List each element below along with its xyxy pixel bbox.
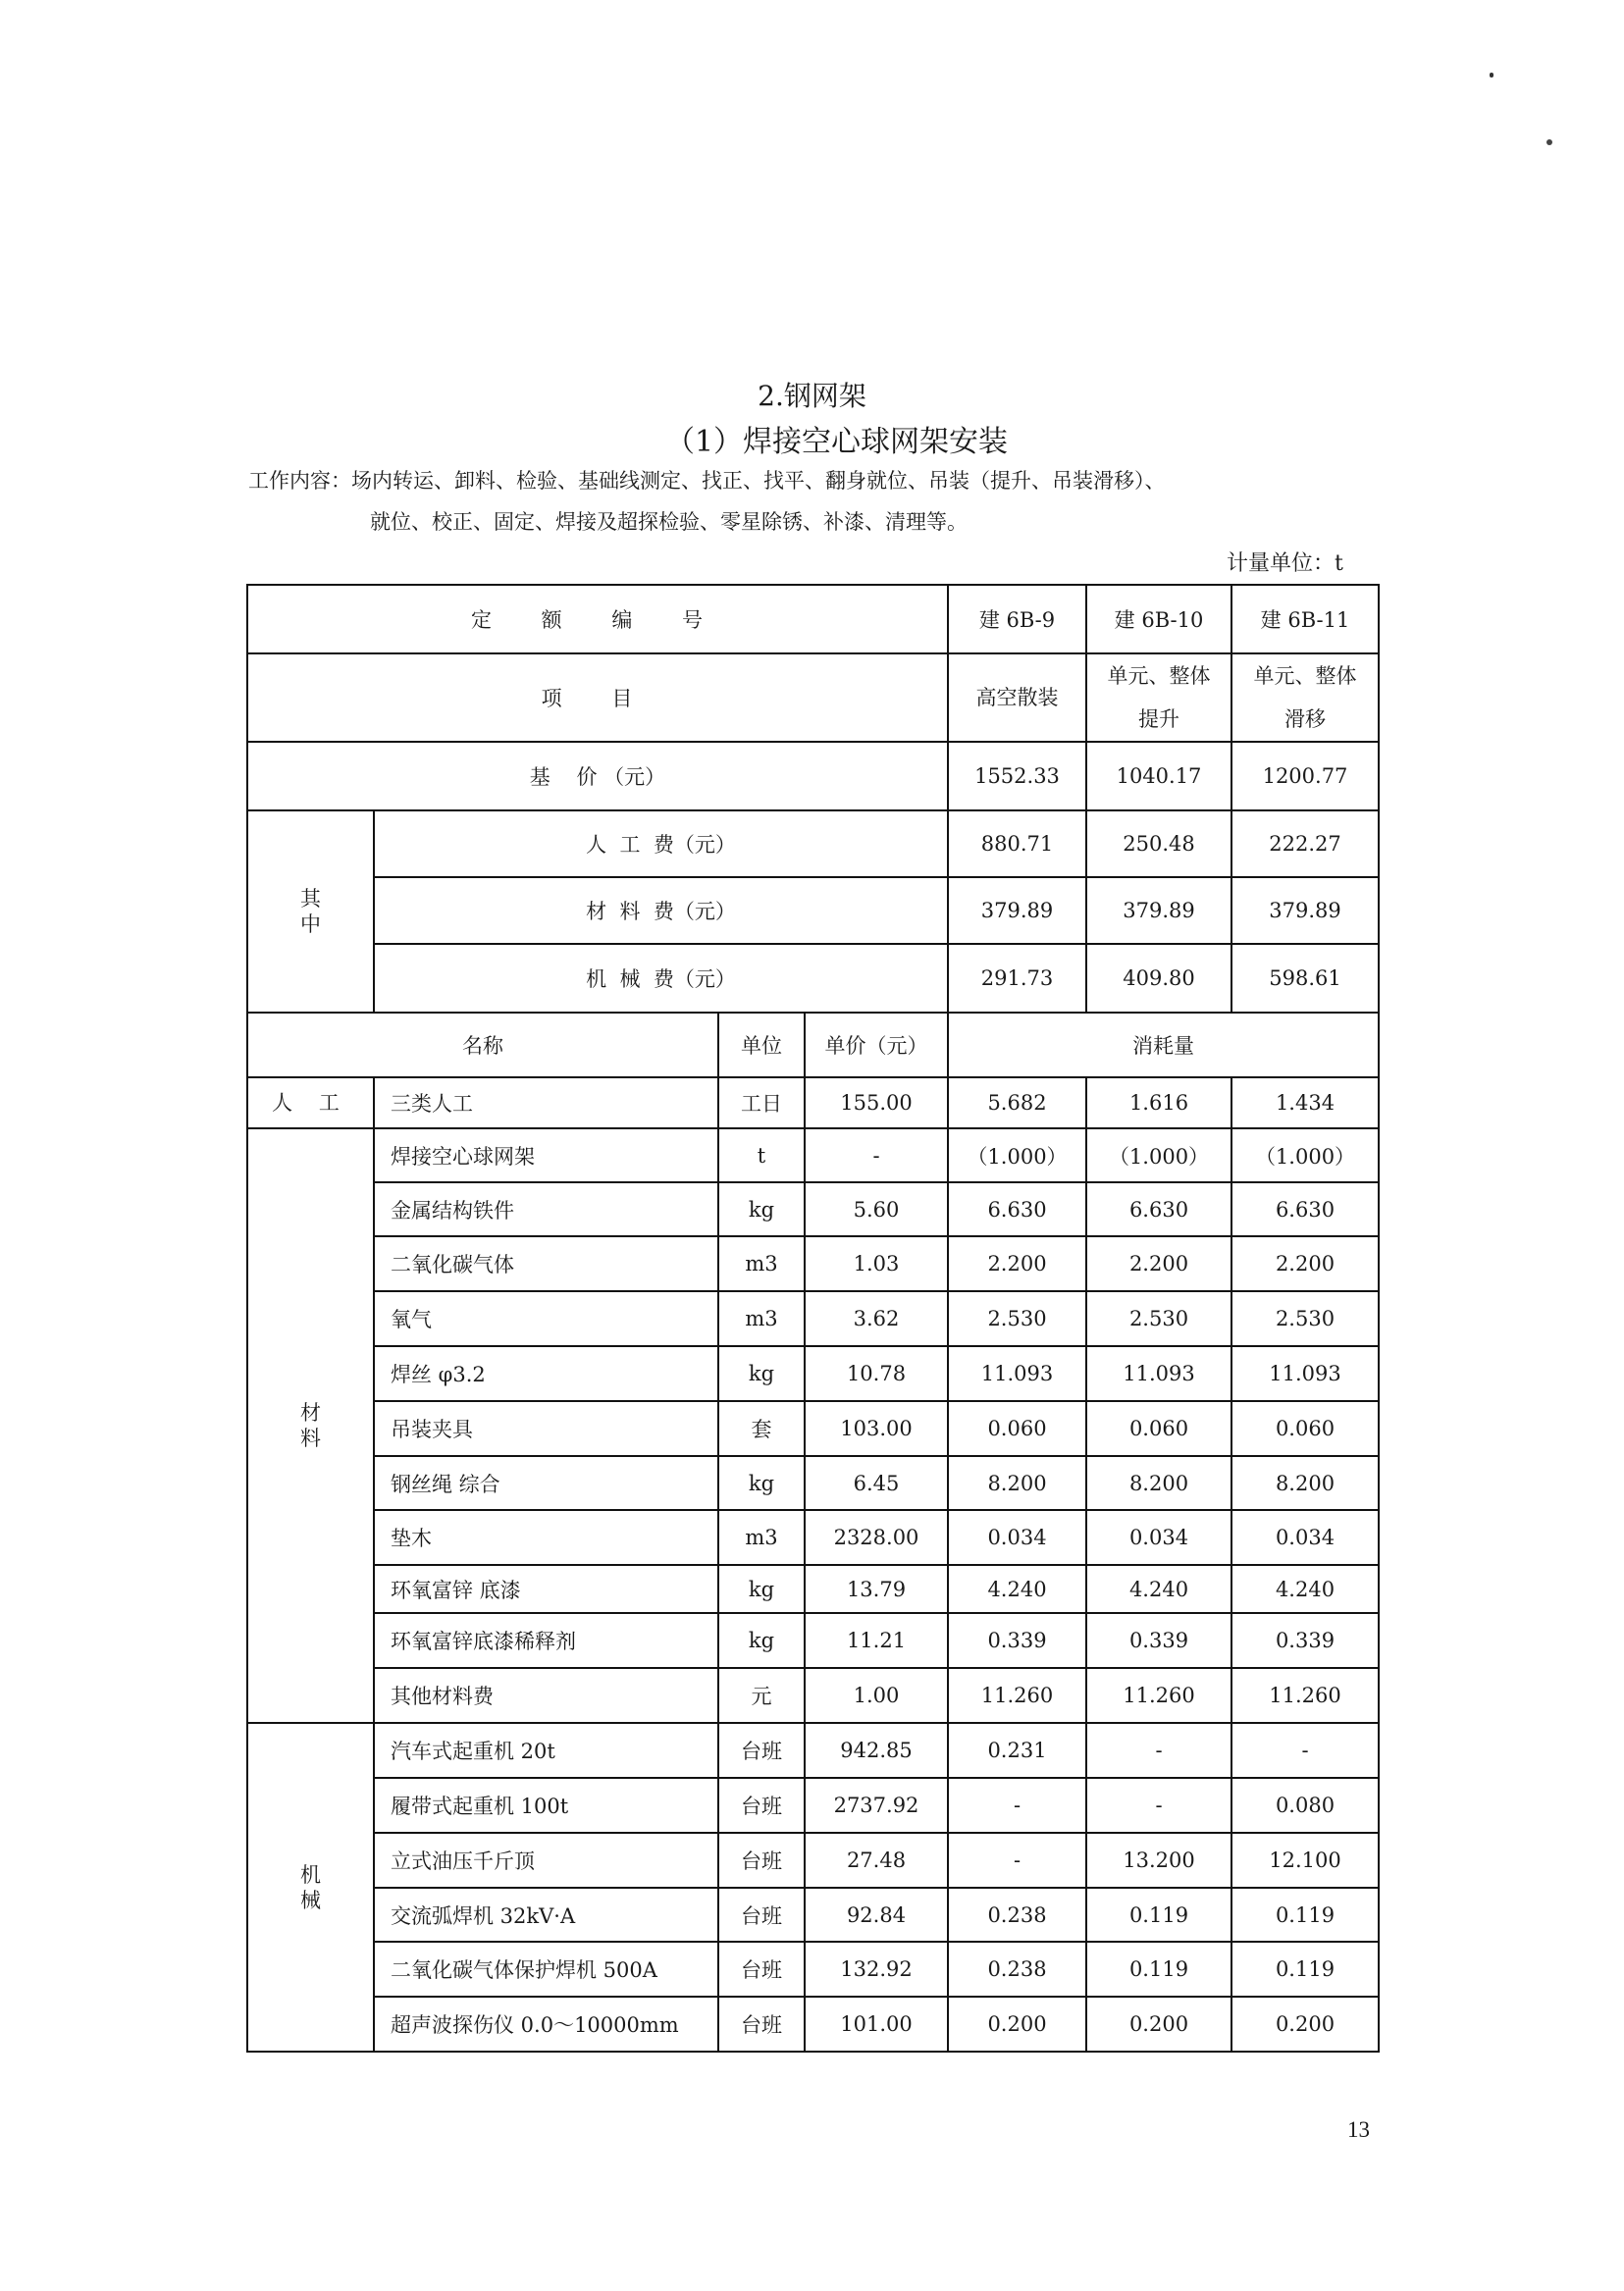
resource-row: [247, 1401, 1379, 1456]
resource-name: 环氧富锌 底漆: [374, 1565, 718, 1613]
consumption-value: 1.434: [1231, 1077, 1379, 1128]
resource-unit-price: 5.60: [805, 1182, 948, 1236]
consumption-value: 0.238: [948, 1888, 1086, 1942]
resource-unit: 台班: [718, 1778, 805, 1833]
resource-row: [247, 1997, 1379, 2052]
cost-value: 598.61: [1231, 944, 1379, 1013]
consumption-value: 8.200: [948, 1456, 1086, 1510]
cost-row: [247, 810, 1379, 877]
base-price: 1200.77: [1231, 742, 1379, 810]
consumption-value: 2.530: [948, 1291, 1086, 1346]
resource-name: 立式油压千斤顶: [374, 1833, 718, 1888]
resource-name: 吊装夹具: [374, 1401, 718, 1456]
of-which-label: 其中: [247, 810, 374, 1013]
resource-unit-price: 2328.00: [805, 1510, 948, 1565]
resource-row: [247, 1077, 1379, 1128]
quota-code: 建 6B-11: [1231, 585, 1379, 653]
consumption-value: 0.060: [948, 1401, 1086, 1456]
resource-unit: 台班: [718, 1997, 805, 2052]
consumption-value: 0.200: [1086, 1997, 1231, 2052]
consumption-value: 2.200: [948, 1236, 1086, 1291]
consumption-value: 11.260: [948, 1668, 1086, 1723]
cost-value: 409.80: [1086, 944, 1231, 1013]
quota-code-label: 定 额 编 号: [247, 585, 948, 653]
resource-row: [247, 1456, 1379, 1510]
consumption-value: 1.616: [1086, 1077, 1231, 1128]
resource-unit-price: 942.85: [805, 1723, 948, 1778]
consumption-value: 0.060: [1231, 1401, 1379, 1456]
subsection-title: （1）焊接空心球网架安装: [664, 425, 1009, 459]
resource-row: [247, 1668, 1379, 1723]
consumption-value: -: [1086, 1778, 1231, 1833]
consumption-value: 0.119: [1231, 1888, 1379, 1942]
consumption-value: 0.238: [948, 1942, 1086, 1997]
item-label: 项 目: [247, 653, 948, 742]
consumption-value: -: [1086, 1723, 1231, 1778]
resource-unit-price: 13.79: [805, 1565, 948, 1613]
group-label: 材料: [247, 1128, 374, 1723]
work-content-line-1: 工作内容：场内转运、卸料、检验、基础线测定、找正、找平、翻身就位、吊装（提升、吊装滑移）、: [248, 469, 1166, 493]
column-header-row: [247, 1013, 1379, 1077]
col-header-consumption: 消耗量: [948, 1013, 1379, 1077]
consumption-value: 0.080: [1231, 1778, 1379, 1833]
resource-name: 其他材料费: [374, 1668, 718, 1723]
resource-name: 钢丝绳 综合: [374, 1456, 718, 1510]
resource-row: [247, 1510, 1379, 1565]
resource-unit-price: 10.78: [805, 1346, 948, 1401]
consumption-value: -: [948, 1833, 1086, 1888]
consumption-value: 0.119: [1086, 1888, 1231, 1942]
consumption-value: 0.200: [948, 1997, 1086, 2052]
item-name: 高空散装: [948, 653, 1086, 742]
resource-row: [247, 1888, 1379, 1942]
quota-table: [246, 584, 1380, 2053]
consumption-value: -: [948, 1778, 1086, 1833]
resource-row: [247, 1291, 1379, 1346]
resource-name: 垫木: [374, 1510, 718, 1565]
resource-row: [247, 1236, 1379, 1291]
consumption-value: 11.093: [948, 1346, 1086, 1401]
resource-row: [247, 1833, 1379, 1888]
resource-unit: 套: [718, 1401, 805, 1456]
consumption-value: 11.093: [1086, 1346, 1231, 1401]
consumption-value: 0.034: [1086, 1510, 1231, 1565]
consumption-value: 13.200: [1086, 1833, 1231, 1888]
resource-unit-price: -: [805, 1128, 948, 1182]
consumption-value: 8.200: [1086, 1456, 1231, 1510]
item-name: 单元、整体滑移: [1231, 653, 1379, 742]
consumption-value: 11.260: [1231, 1668, 1379, 1723]
consumption-value: 2.530: [1231, 1291, 1379, 1346]
consumption-value: 11.093: [1231, 1346, 1379, 1401]
cost-row: [247, 944, 1379, 1013]
resource-unit: 台班: [718, 1833, 805, 1888]
resource-unit: kg: [718, 1346, 805, 1401]
cost-value: 379.89: [948, 877, 1086, 944]
base-price-row: [247, 742, 1379, 810]
resource-unit-price: 101.00: [805, 1997, 948, 2052]
cost-label: 材 料 费（元）: [374, 877, 948, 944]
base-price-label: 基 价 （元）: [247, 742, 948, 810]
cost-value: 222.27: [1231, 810, 1379, 877]
consumption-value: 6.630: [1086, 1182, 1231, 1236]
consumption-value: 0.119: [1086, 1942, 1231, 1997]
resource-unit: m3: [718, 1236, 805, 1291]
resource-name: 三类人工: [374, 1077, 718, 1128]
resource-unit-price: 1.03: [805, 1236, 948, 1291]
resource-row: [247, 1565, 1379, 1613]
resource-unit: 台班: [718, 1888, 805, 1942]
item-row: [247, 653, 1379, 742]
col-header-unit: 单位: [718, 1013, 805, 1077]
resource-name: 交流弧焊机 32kV·A: [374, 1888, 718, 1942]
consumption-value: 8.200: [1231, 1456, 1379, 1510]
resource-name: 金属结构铁件: [374, 1182, 718, 1236]
resource-unit-price: 132.92: [805, 1942, 948, 1997]
quota-code-row: [247, 585, 1379, 653]
resource-name: 二氧化碳气体: [374, 1236, 718, 1291]
cost-label: 机 械 费（元）: [374, 944, 948, 1013]
consumption-value: 2.530: [1086, 1291, 1231, 1346]
resource-unit: 台班: [718, 1723, 805, 1778]
consumption-value: 6.630: [948, 1182, 1086, 1236]
group-label: 机械: [247, 1723, 374, 2052]
consumption-value: 0.060: [1086, 1401, 1231, 1456]
cost-value: 291.73: [948, 944, 1086, 1013]
measure-unit: 计量单位：t: [1227, 551, 1343, 576]
consumption-value: 2.200: [1086, 1236, 1231, 1291]
resource-row: [247, 1346, 1379, 1401]
work-content-line-2: 就位、校正、固定、焊接及超探检验、零星除锈、补漆、清理等。: [370, 510, 968, 534]
resource-unit: m3: [718, 1510, 805, 1565]
cost-row: [247, 877, 1379, 944]
consumption-value: （1.000）: [948, 1128, 1086, 1182]
resource-name: 超声波探伤仪 0.0～10000mm: [374, 1997, 718, 2052]
group-label: 人 工: [247, 1077, 374, 1128]
resource-unit-price: 11.21: [805, 1613, 948, 1668]
consumption-value: 2.200: [1231, 1236, 1379, 1291]
scan-speck: [1546, 139, 1552, 145]
resource-name: 汽车式起重机 20t: [374, 1723, 718, 1778]
resource-unit: kg: [718, 1456, 805, 1510]
consumption-value: 6.630: [1231, 1182, 1379, 1236]
consumption-value: -: [1231, 1723, 1379, 1778]
resource-unit-price: 92.84: [805, 1888, 948, 1942]
section-title: 2.钢网架: [758, 380, 866, 412]
resource-row: [247, 1942, 1379, 1997]
col-header-unit-price: 单价（元）: [805, 1013, 948, 1077]
consumption-value: 0.034: [948, 1510, 1086, 1565]
cost-value: 880.71: [948, 810, 1086, 877]
consumption-value: 4.240: [1086, 1565, 1231, 1613]
scan-speck: [1490, 73, 1493, 78]
resource-unit-price: 103.00: [805, 1401, 948, 1456]
resource-name: 环氧富锌底漆稀释剂: [374, 1613, 718, 1668]
consumption-value: 4.240: [1231, 1565, 1379, 1613]
cost-label: 人 工 费（元）: [374, 810, 948, 877]
quota-code: 建 6B-10: [1086, 585, 1231, 653]
resource-row: [247, 1778, 1379, 1833]
resource-name: 二氧化碳气体保护焊机 500A: [374, 1942, 718, 1997]
resource-unit: m3: [718, 1291, 805, 1346]
consumption-value: 0.034: [1231, 1510, 1379, 1565]
resource-unit: t: [718, 1128, 805, 1182]
consumption-value: 0.200: [1231, 1997, 1379, 2052]
base-price: 1552.33: [948, 742, 1086, 810]
resource-unit: kg: [718, 1613, 805, 1668]
resource-row: [247, 1128, 1379, 1182]
consumption-value: 0.339: [948, 1613, 1086, 1668]
item-name: 单元、整体提升: [1086, 653, 1231, 742]
resource-row: [247, 1723, 1379, 1778]
cost-value: 250.48: [1086, 810, 1231, 877]
cost-value: 379.89: [1086, 877, 1231, 944]
consumption-value: 11.260: [1086, 1668, 1231, 1723]
resource-unit-price: 3.62: [805, 1291, 948, 1346]
base-price: 1040.17: [1086, 742, 1231, 810]
resource-name: 氧气: [374, 1291, 718, 1346]
resource-unit: kg: [718, 1182, 805, 1236]
resource-name: 焊接空心球网架: [374, 1128, 718, 1182]
consumption-value: 4.240: [948, 1565, 1086, 1613]
resource-row: [247, 1613, 1379, 1668]
consumption-value: 0.339: [1231, 1613, 1379, 1668]
resource-row: [247, 1182, 1379, 1236]
resource-unit-price: 155.00: [805, 1077, 948, 1128]
consumption-value: 0.231: [948, 1723, 1086, 1778]
col-header-name: 名称: [247, 1013, 718, 1077]
consumption-value: 0.339: [1086, 1613, 1231, 1668]
consumption-value: （1.000）: [1231, 1128, 1379, 1182]
resource-unit: 工日: [718, 1077, 805, 1128]
resource-name: 履带式起重机 100t: [374, 1778, 718, 1833]
resource-unit: kg: [718, 1565, 805, 1613]
consumption-value: 0.119: [1231, 1942, 1379, 1997]
quota-code: 建 6B-9: [948, 585, 1086, 653]
resource-unit-price: 2737.92: [805, 1778, 948, 1833]
resource-unit: 台班: [718, 1942, 805, 1997]
resource-unit-price: 27.48: [805, 1833, 948, 1888]
consumption-value: （1.000）: [1086, 1128, 1231, 1182]
resource-unit: 元: [718, 1668, 805, 1723]
page-number: 13: [1347, 2117, 1370, 2142]
resource-unit-price: 6.45: [805, 1456, 948, 1510]
resource-unit-price: 1.00: [805, 1668, 948, 1723]
resource-name: 焊丝 φ3.2: [374, 1346, 718, 1401]
consumption-value: 5.682: [948, 1077, 1086, 1128]
cost-value: 379.89: [1231, 877, 1379, 944]
consumption-value: 12.100: [1231, 1833, 1379, 1888]
